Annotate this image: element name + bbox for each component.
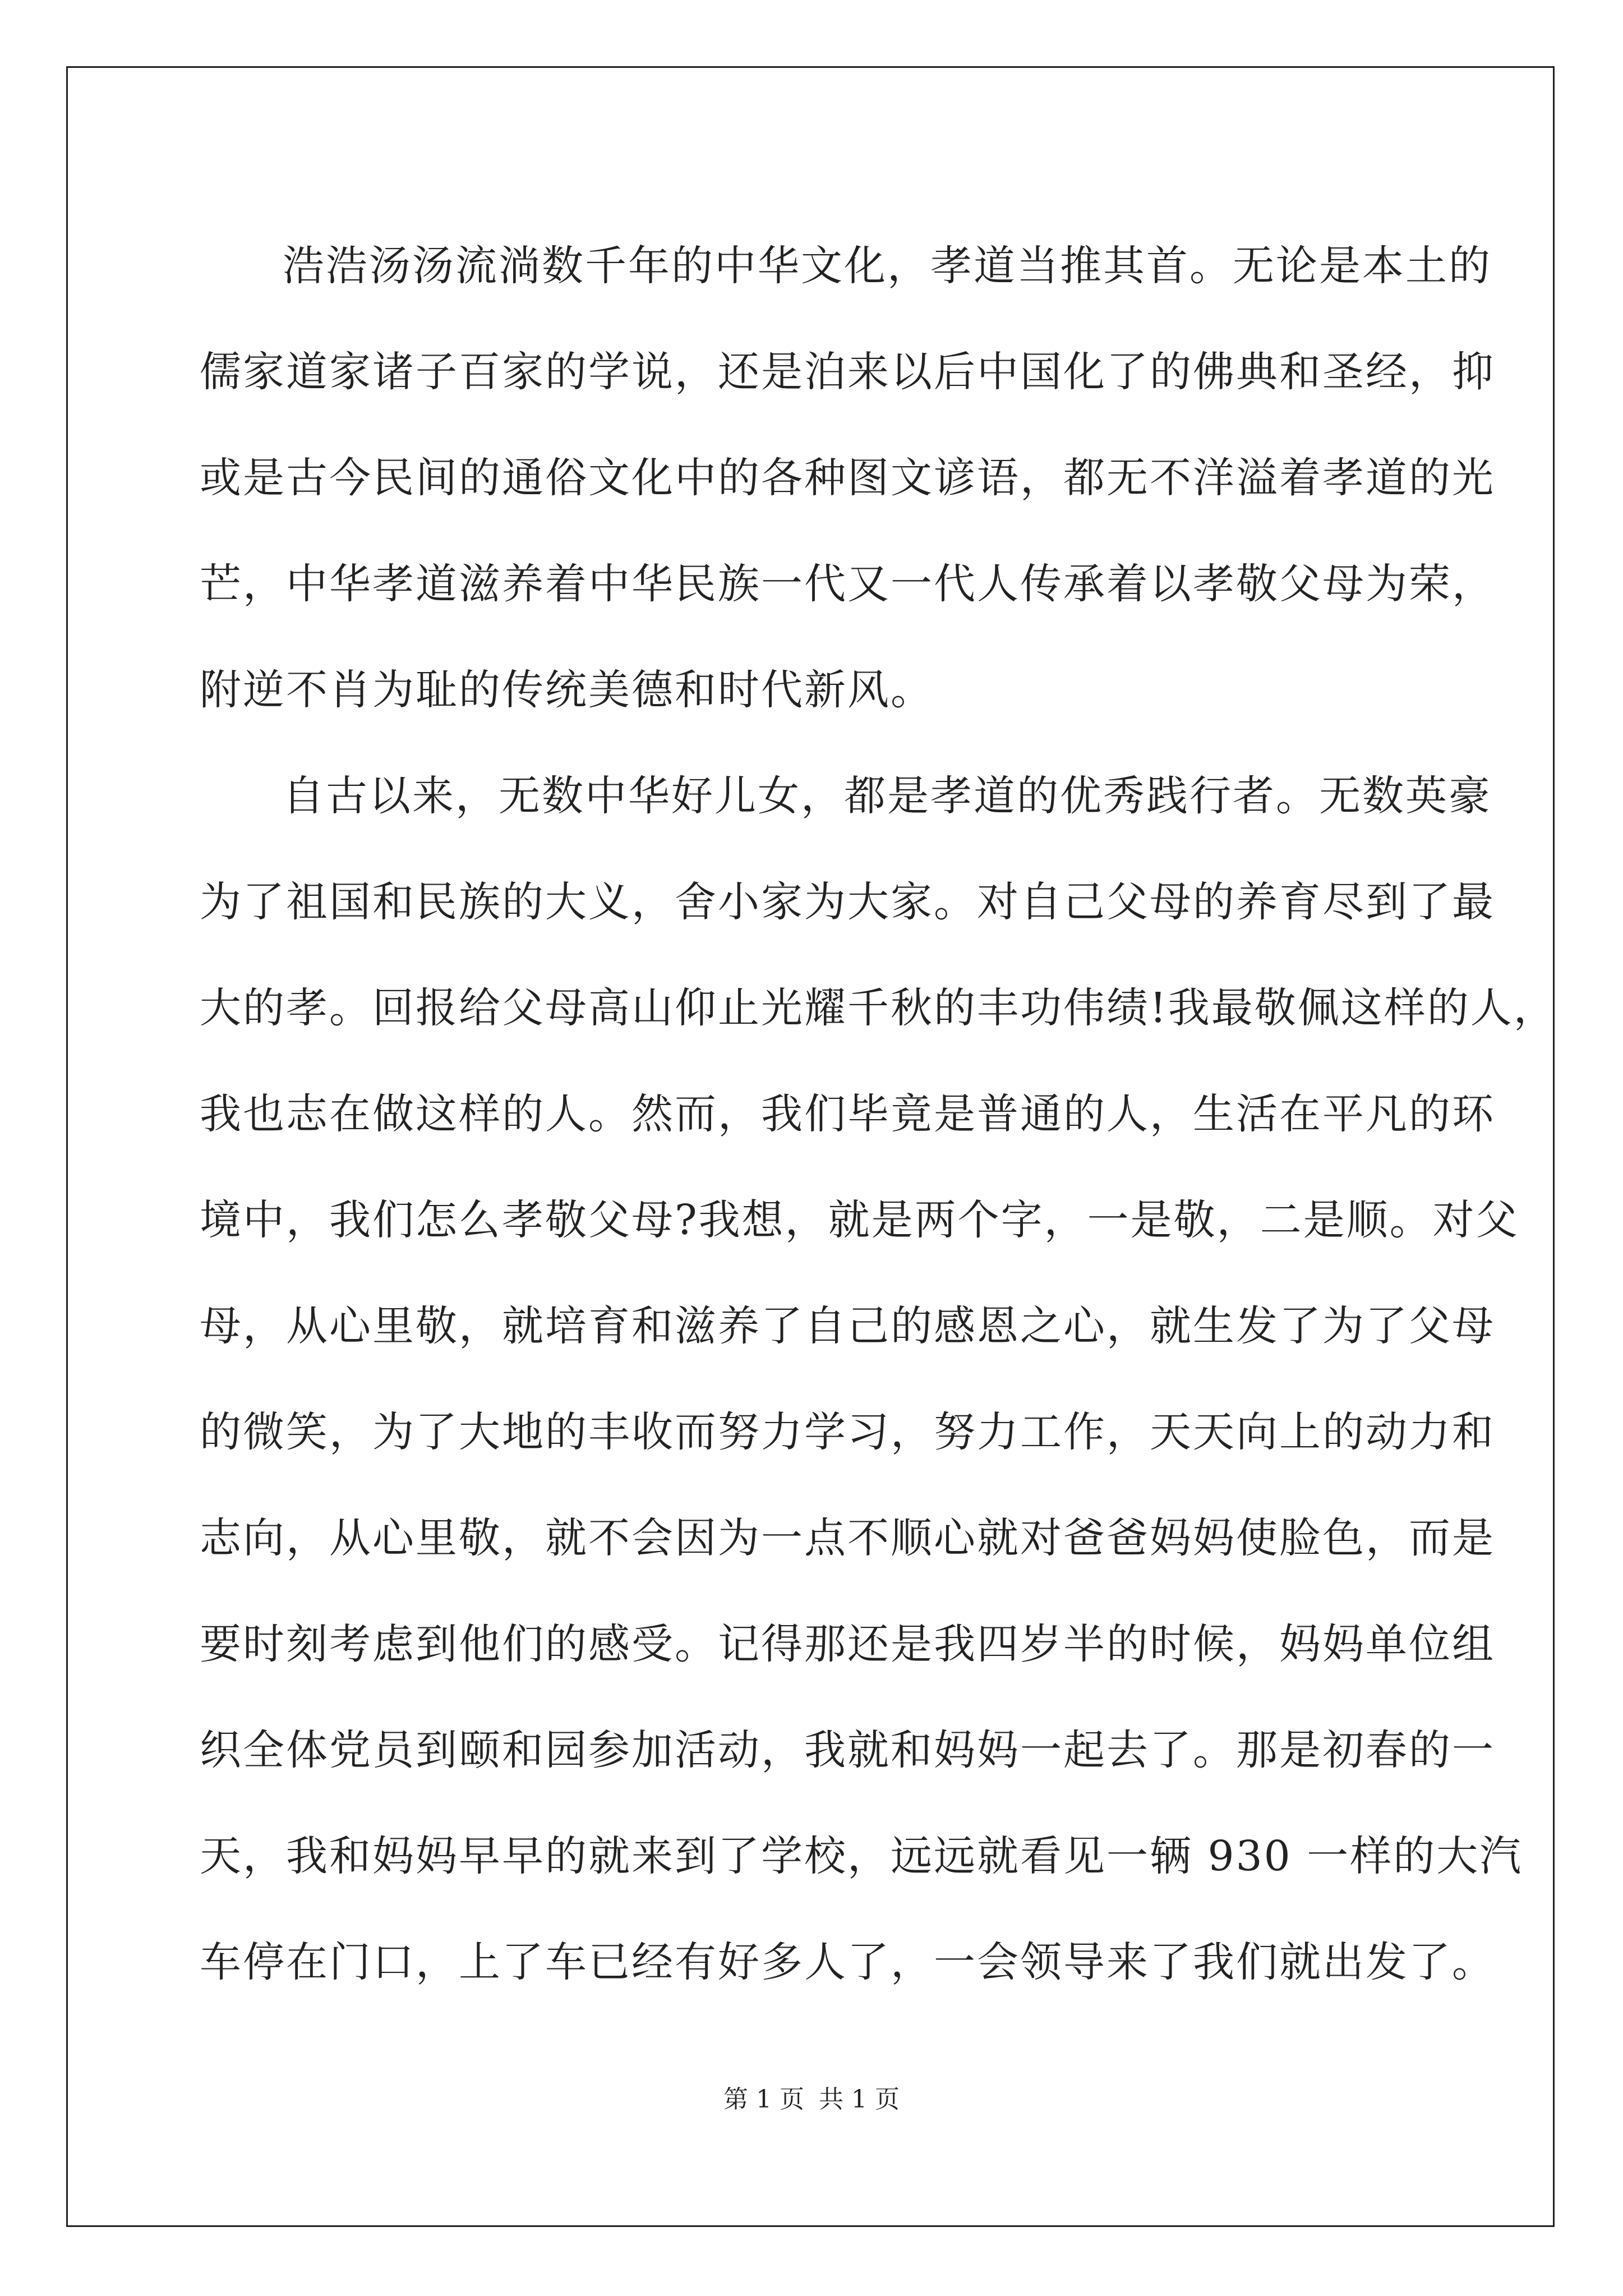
text-line: 大的孝。回报给父母高山仰止光耀千秋的丰功伟绩!我最敬佩这样的人， bbox=[200, 984, 1557, 1032]
text-line: 自古以来，无数中华好儿女，都是孝道的优秀践行者。无数英豪 bbox=[283, 772, 1492, 820]
page-total: 共 1 页 bbox=[819, 2085, 900, 2114]
text-line: 芒，中华孝道滋养着中华民族一代又一代人传承着以孝敬父母为荣， bbox=[200, 560, 1495, 608]
text-line: 车停在门口，上了车已经有好多人了，一会领导来了我们就出发了。 bbox=[200, 1938, 1495, 1986]
text-line: 我也志在做这样的人。然而，我们毕竟是普通的人，生活在平凡的环 bbox=[200, 1090, 1495, 1138]
text-line: 浩浩汤汤流淌数千年的中华文化，孝道当推其首。无论是本土的 bbox=[283, 242, 1492, 290]
text-line: 境中，我们怎么孝敬父母?我想，就是两个字，一是敬，二是顺。对父 bbox=[200, 1196, 1519, 1244]
paragraph-1 bbox=[200, 213, 1495, 743]
text-line: 附逆不肖为耻的传统美德和时代新风。 bbox=[200, 666, 934, 714]
text-line: 天，我和妈妈早早的就来到了学校，远远就看见一辆 930 一样的大汽 bbox=[200, 1832, 1523, 1880]
text-line: 或是古今民间的通俗文化中的各种图文谚语，都无不洋溢着孝道的光 bbox=[200, 454, 1495, 502]
page-number: 第 1 页 bbox=[723, 2085, 804, 2114]
text-line: 志向，从心里敬，就不会因为一点不顺心就对爸爸妈妈使脸色，而是 bbox=[200, 1514, 1495, 1562]
text-line: 的微笑，为了大地的丰收而努力学习，努力工作，天天向上的动力和 bbox=[200, 1408, 1495, 1456]
page-footer bbox=[0, 2079, 1623, 2115]
text-line: 为了祖国和民族的大义，舍小家为大家。对自己父母的养育尽到了最 bbox=[200, 878, 1495, 926]
document-body bbox=[200, 213, 1557, 2016]
text-line: 儒家道家诸子百家的学说，还是泊来以后中国化了的佛典和圣经，抑 bbox=[200, 348, 1495, 396]
text-line: 织全体党员到颐和园参加活动，我就和妈妈一起去了。那是初春的一 bbox=[200, 1726, 1495, 1774]
paragraph-2 bbox=[200, 743, 1557, 2016]
text-line: 母，从心里敬，就培育和滋养了自己的感恩之心，就生发了为了父母 bbox=[200, 1302, 1495, 1350]
text-line: 要时刻考虑到他们的感受。记得那还是我四岁半的时候，妈妈单位组 bbox=[200, 1620, 1495, 1668]
